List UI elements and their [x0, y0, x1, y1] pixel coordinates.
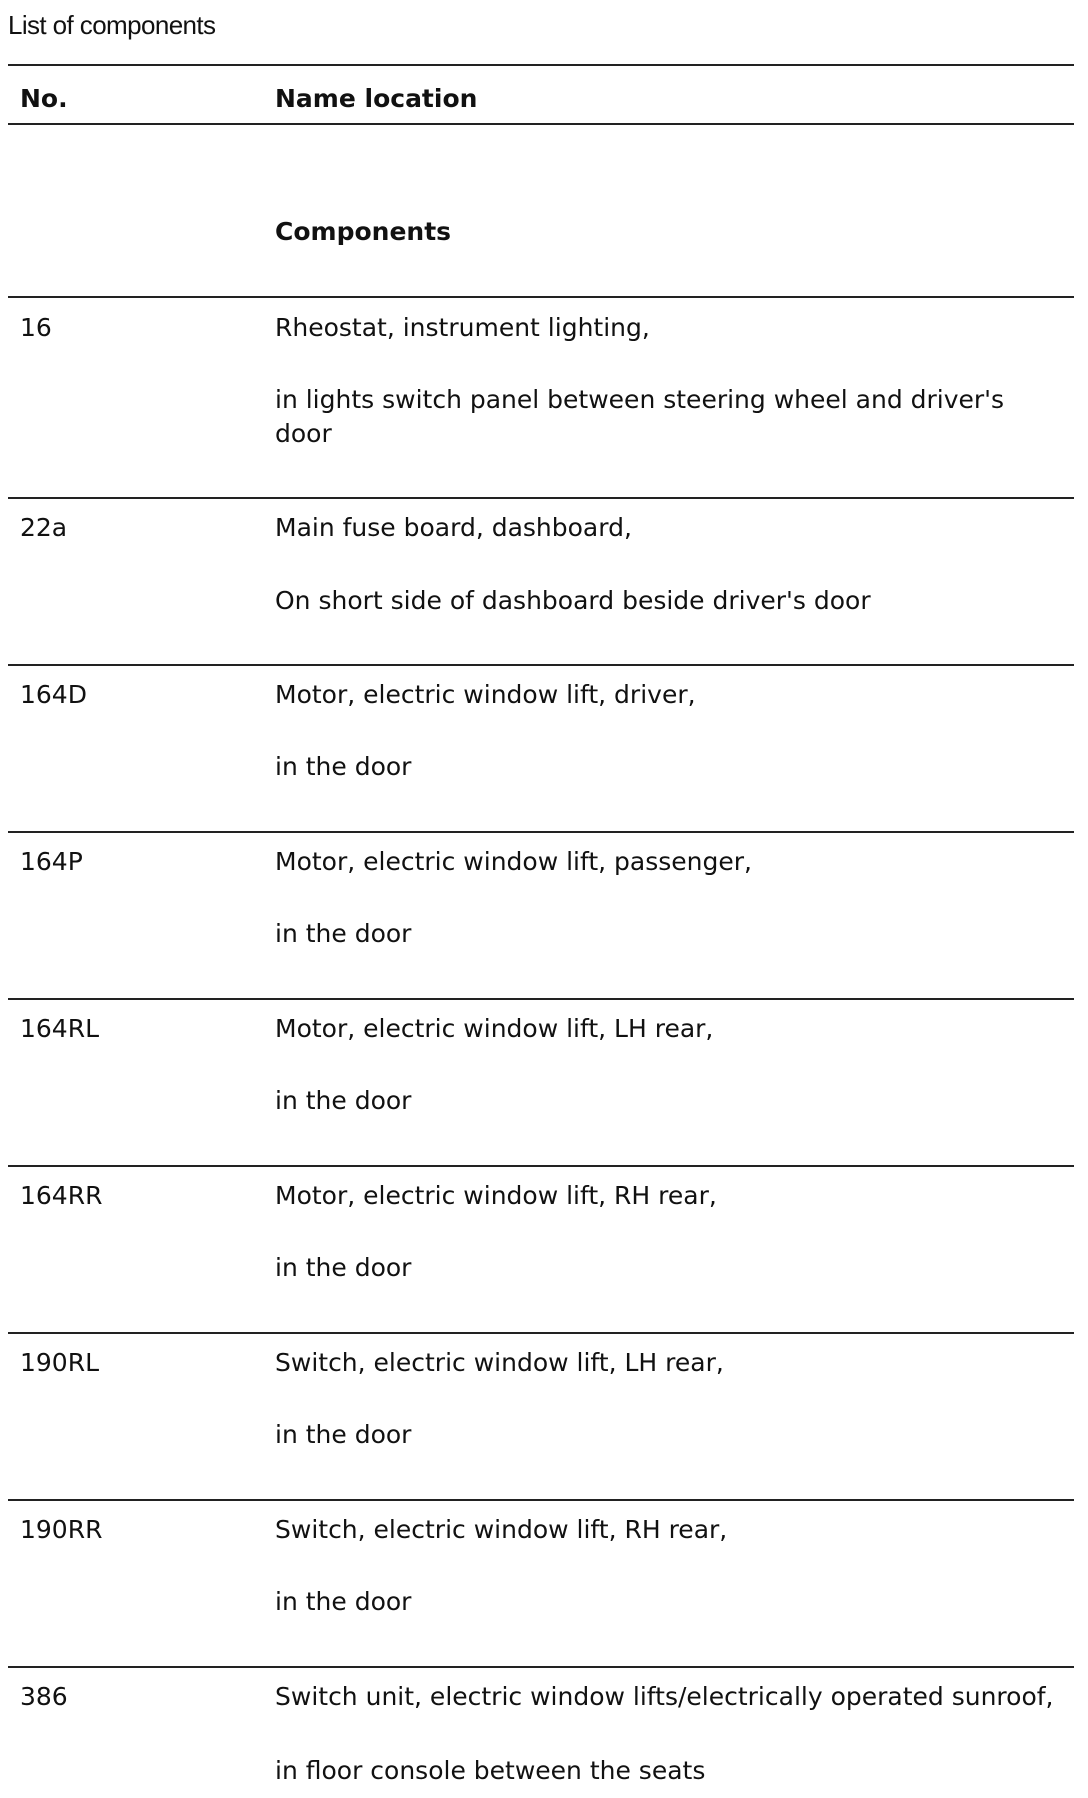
component-number: 164P	[20, 847, 83, 876]
component-location: in the door	[275, 752, 412, 781]
component-number: 164RR	[20, 1181, 103, 1210]
row-rule	[8, 1666, 1074, 1668]
section-heading: Components	[275, 217, 452, 246]
header-bottom-rule	[8, 123, 1074, 125]
component-name: Motor, electric window lift, passenger,	[275, 847, 752, 876]
component-name: Switch unit, electric window lifts/electrically operated sunroof,	[275, 1682, 1054, 1711]
component-location: in the door	[275, 1086, 412, 1115]
row-rule	[8, 1499, 1074, 1501]
column-header-no: No.	[20, 84, 68, 113]
component-name: Main fuse board, dashboard,	[275, 513, 632, 542]
row-rule	[8, 296, 1074, 298]
document-title: List of components	[8, 10, 216, 40]
component-name: Switch, electric window lift, RH rear,	[275, 1515, 728, 1544]
component-name: Motor, electric window lift, driver,	[275, 680, 696, 709]
component-location: in floor console between the seats	[275, 1756, 706, 1785]
component-number: 164D	[20, 680, 87, 709]
component-number: 190RR	[20, 1515, 103, 1544]
row-rule	[8, 497, 1074, 499]
row-rule	[8, 831, 1074, 833]
row-rule	[8, 998, 1074, 1000]
component-number: 22a	[20, 513, 68, 542]
component-number: 164RL	[20, 1014, 100, 1043]
component-name: Motor, electric window lift, RH rear,	[275, 1181, 717, 1210]
component-location: in the door	[275, 1587, 412, 1616]
row-rule	[8, 664, 1074, 666]
component-number: 386	[20, 1682, 68, 1711]
component-location: in the door	[275, 919, 412, 948]
component-name: Rheostat, instrument lighting,	[275, 313, 650, 342]
row-rule	[8, 1165, 1074, 1167]
component-number: 16	[20, 313, 52, 342]
component-location: in lights switch panel between steering wheel and driver's door	[275, 385, 1005, 448]
component-location: in the door	[275, 1420, 412, 1449]
component-name: Switch, electric window lift, LH rear,	[275, 1348, 724, 1377]
header-top-rule	[8, 64, 1074, 66]
row-rule	[8, 1332, 1074, 1334]
component-name: Motor, electric window lift, LH rear,	[275, 1014, 714, 1043]
component-location: in the door	[275, 1253, 412, 1282]
component-location: On short side of dashboard beside driver's door	[275, 586, 871, 615]
component-number: 190RL	[20, 1348, 100, 1377]
column-header-name-location: Name location	[275, 84, 478, 113]
